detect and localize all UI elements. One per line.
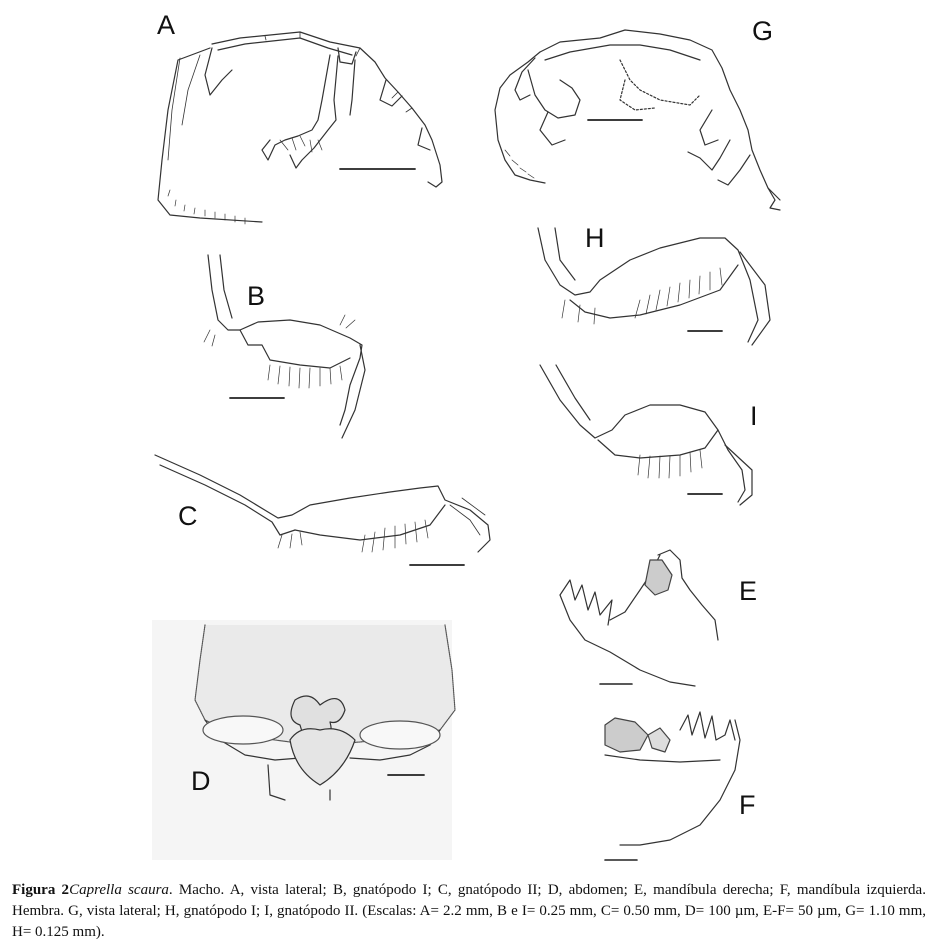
panel-label-i: I — [750, 401, 758, 431]
panel-label-f: F — [739, 790, 756, 820]
panel-label-e: E — [739, 576, 758, 606]
caption-figure-number: Figura 2 — [12, 882, 70, 898]
panel-i-drawing — [540, 365, 752, 505]
figure-caption — [12, 880, 926, 943]
caption-text: . Macho. A, vista lateral; B, gnatópodo I; C, gnatópodo II; D, abdomen; E, mandíbula derecha; F, mandíbula izquierda. Hembra. G, vista lateral; H, gnatópodo I; I, gnatópodo II. (Escalas: A= 2.2 mm, B e I= 0.25 mm, C= 0.50 mm, D= 100 µm, E-F= 50 µm, G= 1.10 mm, H= 0.125 mm). — [12, 882, 926, 940]
panel-label-a: A — [157, 10, 176, 40]
panel-f-drawing — [605, 712, 740, 860]
panel-e-drawing — [560, 550, 718, 686]
panel-label-d: D — [191, 766, 211, 796]
panel-g-drawing — [495, 30, 780, 210]
caption-species: Caprella scaura — [69, 882, 169, 898]
panel-label-h: H — [585, 223, 605, 253]
panel-label-c: C — [178, 501, 198, 531]
panel-c-drawing — [155, 455, 490, 565]
panel-b-drawing — [204, 255, 365, 438]
panel-label-g: G — [752, 16, 774, 46]
panel-d-drawing — [152, 620, 455, 860]
panel-h-drawing — [538, 228, 770, 345]
panel-label-b: B — [247, 281, 266, 311]
panel-a-drawing — [158, 32, 442, 224]
